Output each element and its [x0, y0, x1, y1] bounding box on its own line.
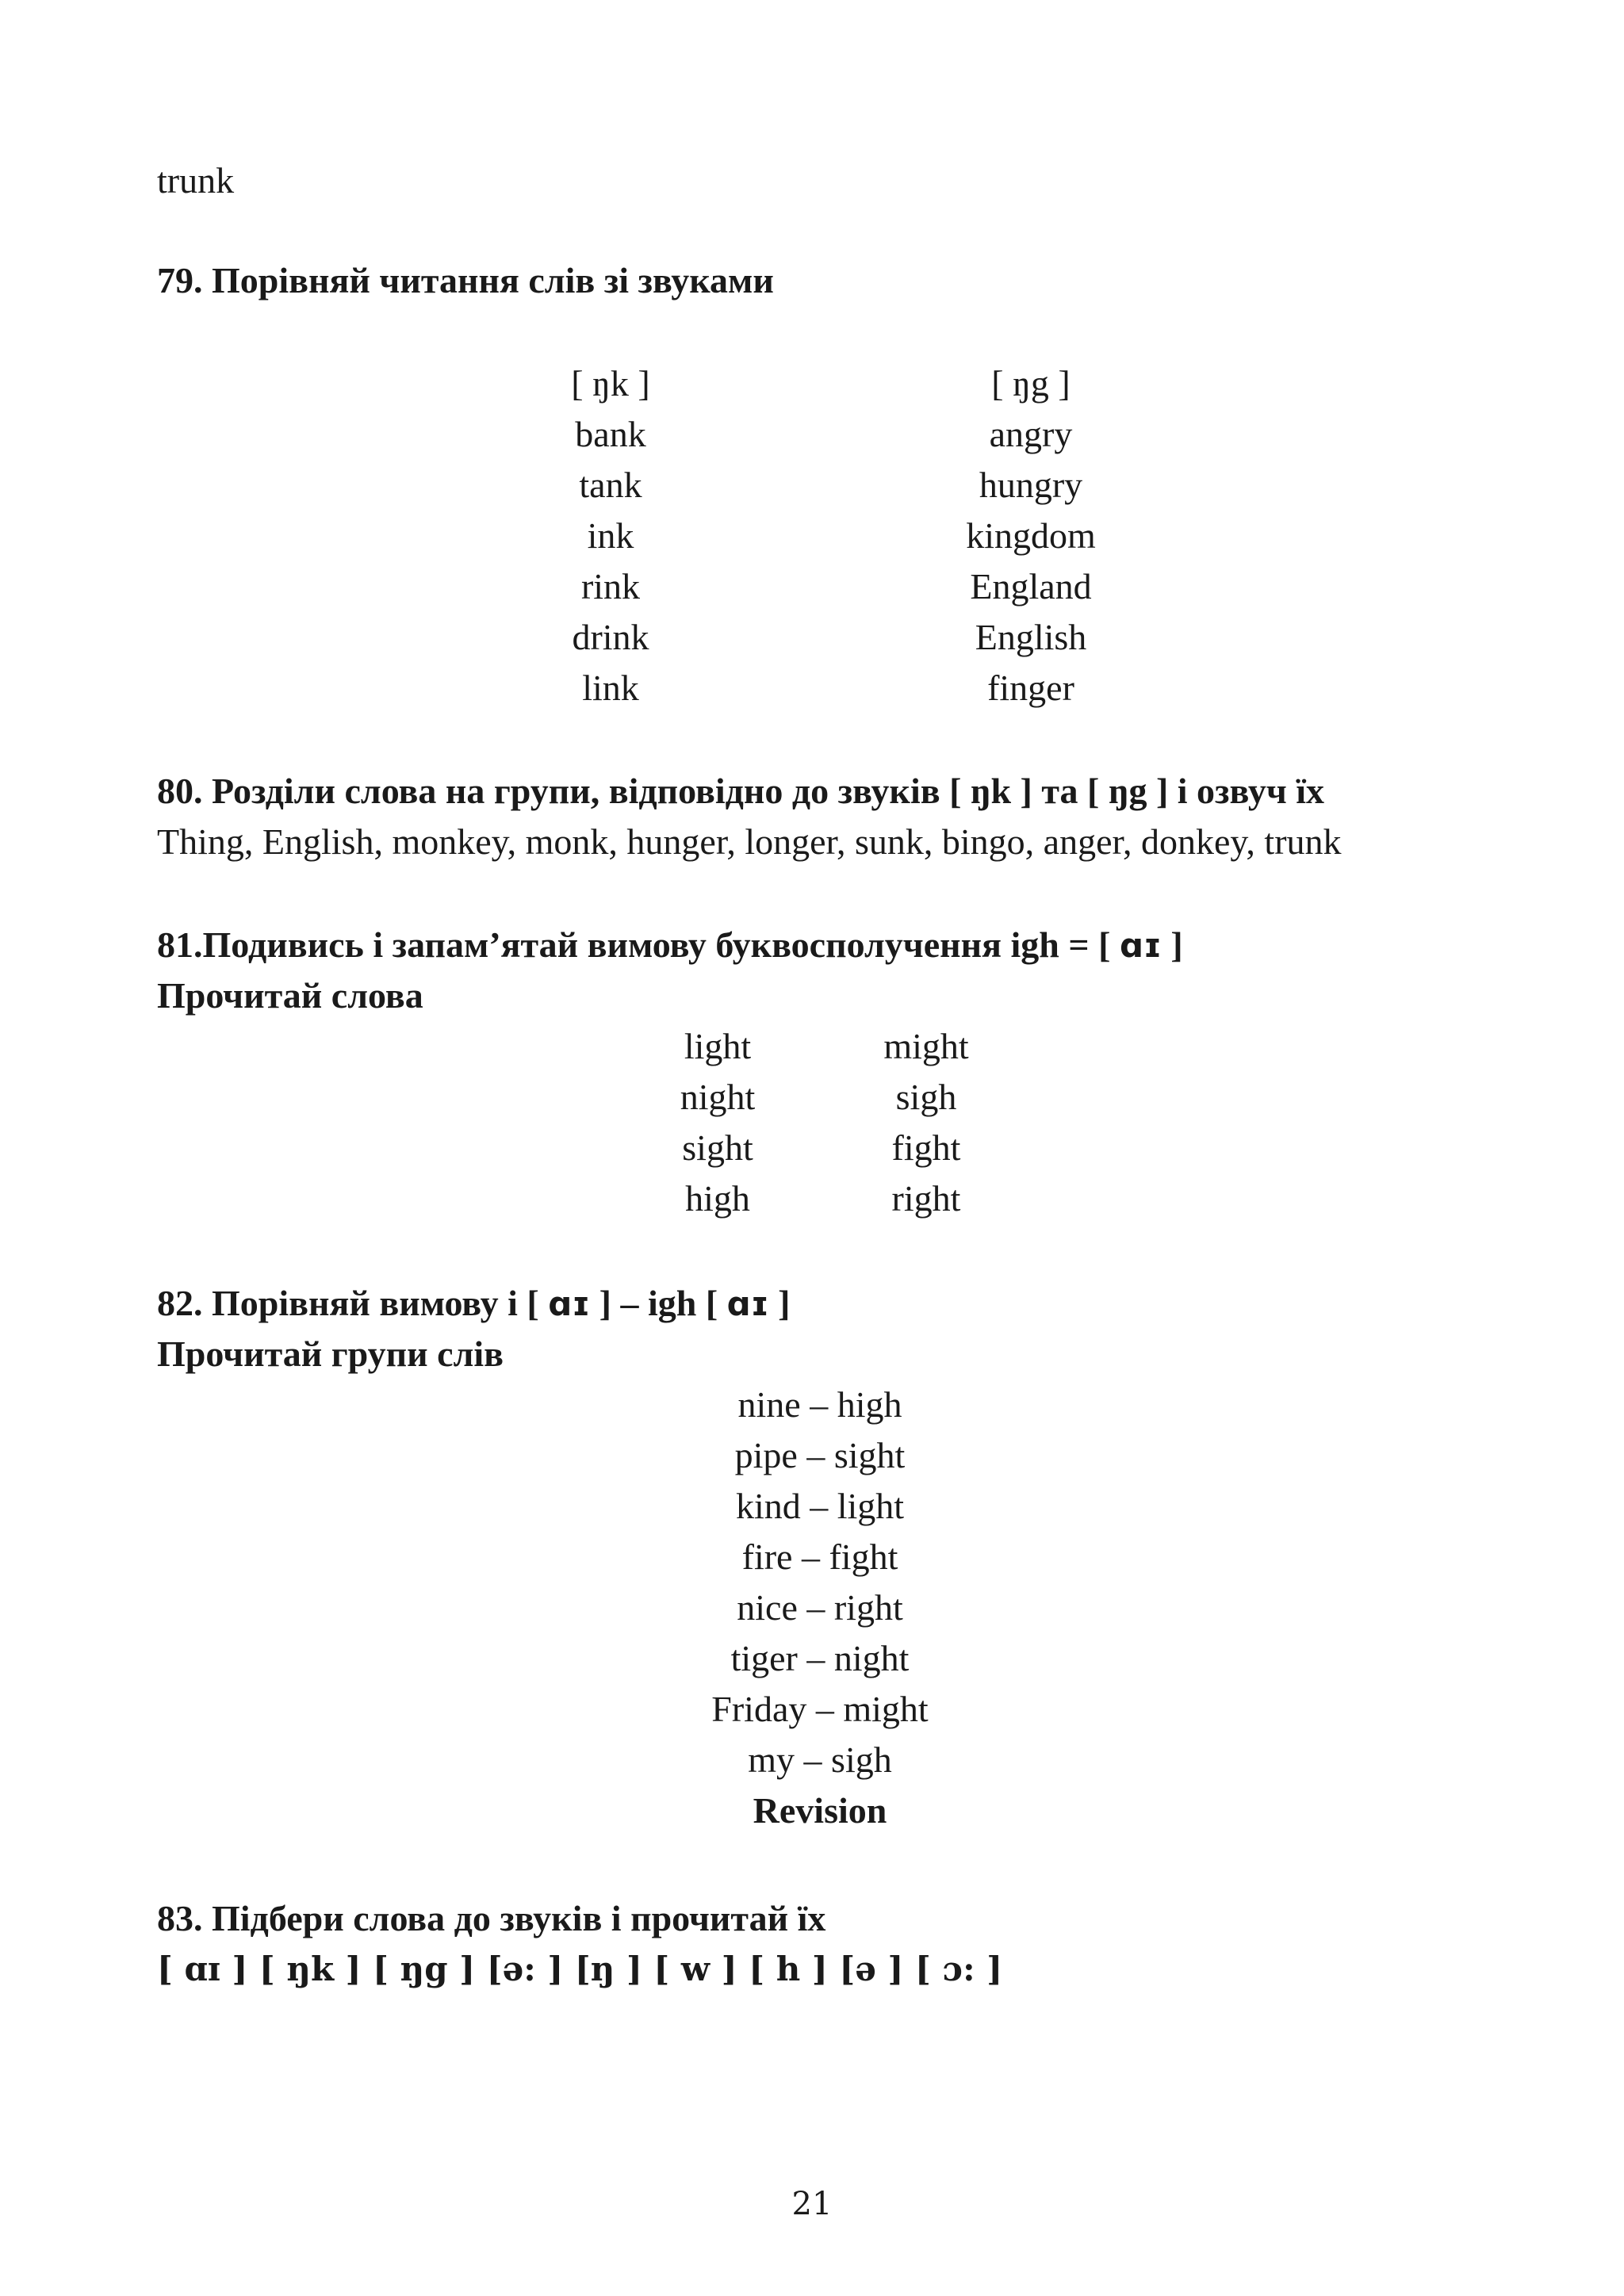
word: ink — [587, 515, 634, 556]
word: England — [970, 566, 1092, 607]
exercise-82-pairs — [8, 1380, 1624, 1836]
word-pair: kind – light — [735, 1486, 905, 1526]
exercise-82-subtitle: Прочитай групи слів — [157, 1334, 504, 1374]
word: fight — [891, 1127, 961, 1168]
word: angry — [989, 414, 1073, 454]
word: rink — [580, 566, 641, 607]
word: right — [891, 1178, 961, 1219]
word: high — [685, 1178, 750, 1219]
word: sigh — [895, 1077, 957, 1117]
exercise-80-words: Thing, English, monkey, monk, hunger, longer, sunk, bingo, anger, donkey, trunk — [157, 821, 1342, 862]
exercise-80-title: 80. Розділи слова на групи, відповідно до звуків [ ŋk ] та [ ŋg ] і озвуч їх — [157, 771, 1325, 811]
exercise-81-subtitle: Прочитай слова — [157, 975, 423, 1016]
word: finger — [987, 668, 1074, 708]
word-pair: my – sigh — [748, 1739, 892, 1780]
word: kingdom — [966, 515, 1096, 556]
exercise-82-title: 82. Порівняй вимову i [ ɑɪ ] – igh [ ɑɪ ] — [157, 1283, 791, 1323]
column-header: [ ŋk ] — [571, 363, 650, 404]
word: link — [582, 668, 639, 708]
exercise-83-title: 83. Підбери слова до звуків і прочитай їх — [157, 1898, 826, 1938]
top-word: trunk — [157, 160, 235, 201]
exercise-79-title: 79. Порівняй читання слів зі звуками — [157, 260, 774, 300]
column-header: [ ŋg ] — [991, 363, 1071, 404]
word: English — [975, 617, 1087, 657]
word: bank — [575, 414, 646, 454]
word: hungry — [979, 465, 1083, 505]
word: drink — [572, 617, 649, 657]
word: light — [684, 1026, 752, 1066]
exercise-81-column-2 — [827, 1021, 1025, 1224]
word-pair: nice – right — [737, 1587, 903, 1628]
word: night — [680, 1077, 756, 1117]
revision-heading: Revision — [753, 1790, 887, 1831]
word-pair: pipe – sight — [734, 1435, 906, 1475]
word: tank — [579, 465, 642, 505]
exercise-81-title: 81.Подивись і запам’ятай вимову буквосполучення igh = [ ɑɪ ] — [157, 924, 1183, 965]
exercise-83-sounds: [ ɑɪ ] [ ŋk ] [ ŋg ] [ə: ] [ŋ ] [ w ] [ h ] [ə ] [ ɔ: ] — [157, 1950, 1003, 1988]
word-pair: fire – fight — [741, 1536, 898, 1577]
word-pair: Friday – might — [711, 1689, 929, 1729]
word-pair: nine – high — [737, 1384, 902, 1425]
page-number: 21 — [791, 2186, 833, 2222]
exercise-79-column-ng — [912, 358, 1150, 714]
exercise-81-column-1 — [619, 1021, 817, 1224]
word: sight — [682, 1127, 753, 1168]
word: might — [883, 1026, 969, 1066]
word-pair: tiger – night — [730, 1638, 910, 1678]
exercise-79-column-nk — [492, 358, 730, 714]
